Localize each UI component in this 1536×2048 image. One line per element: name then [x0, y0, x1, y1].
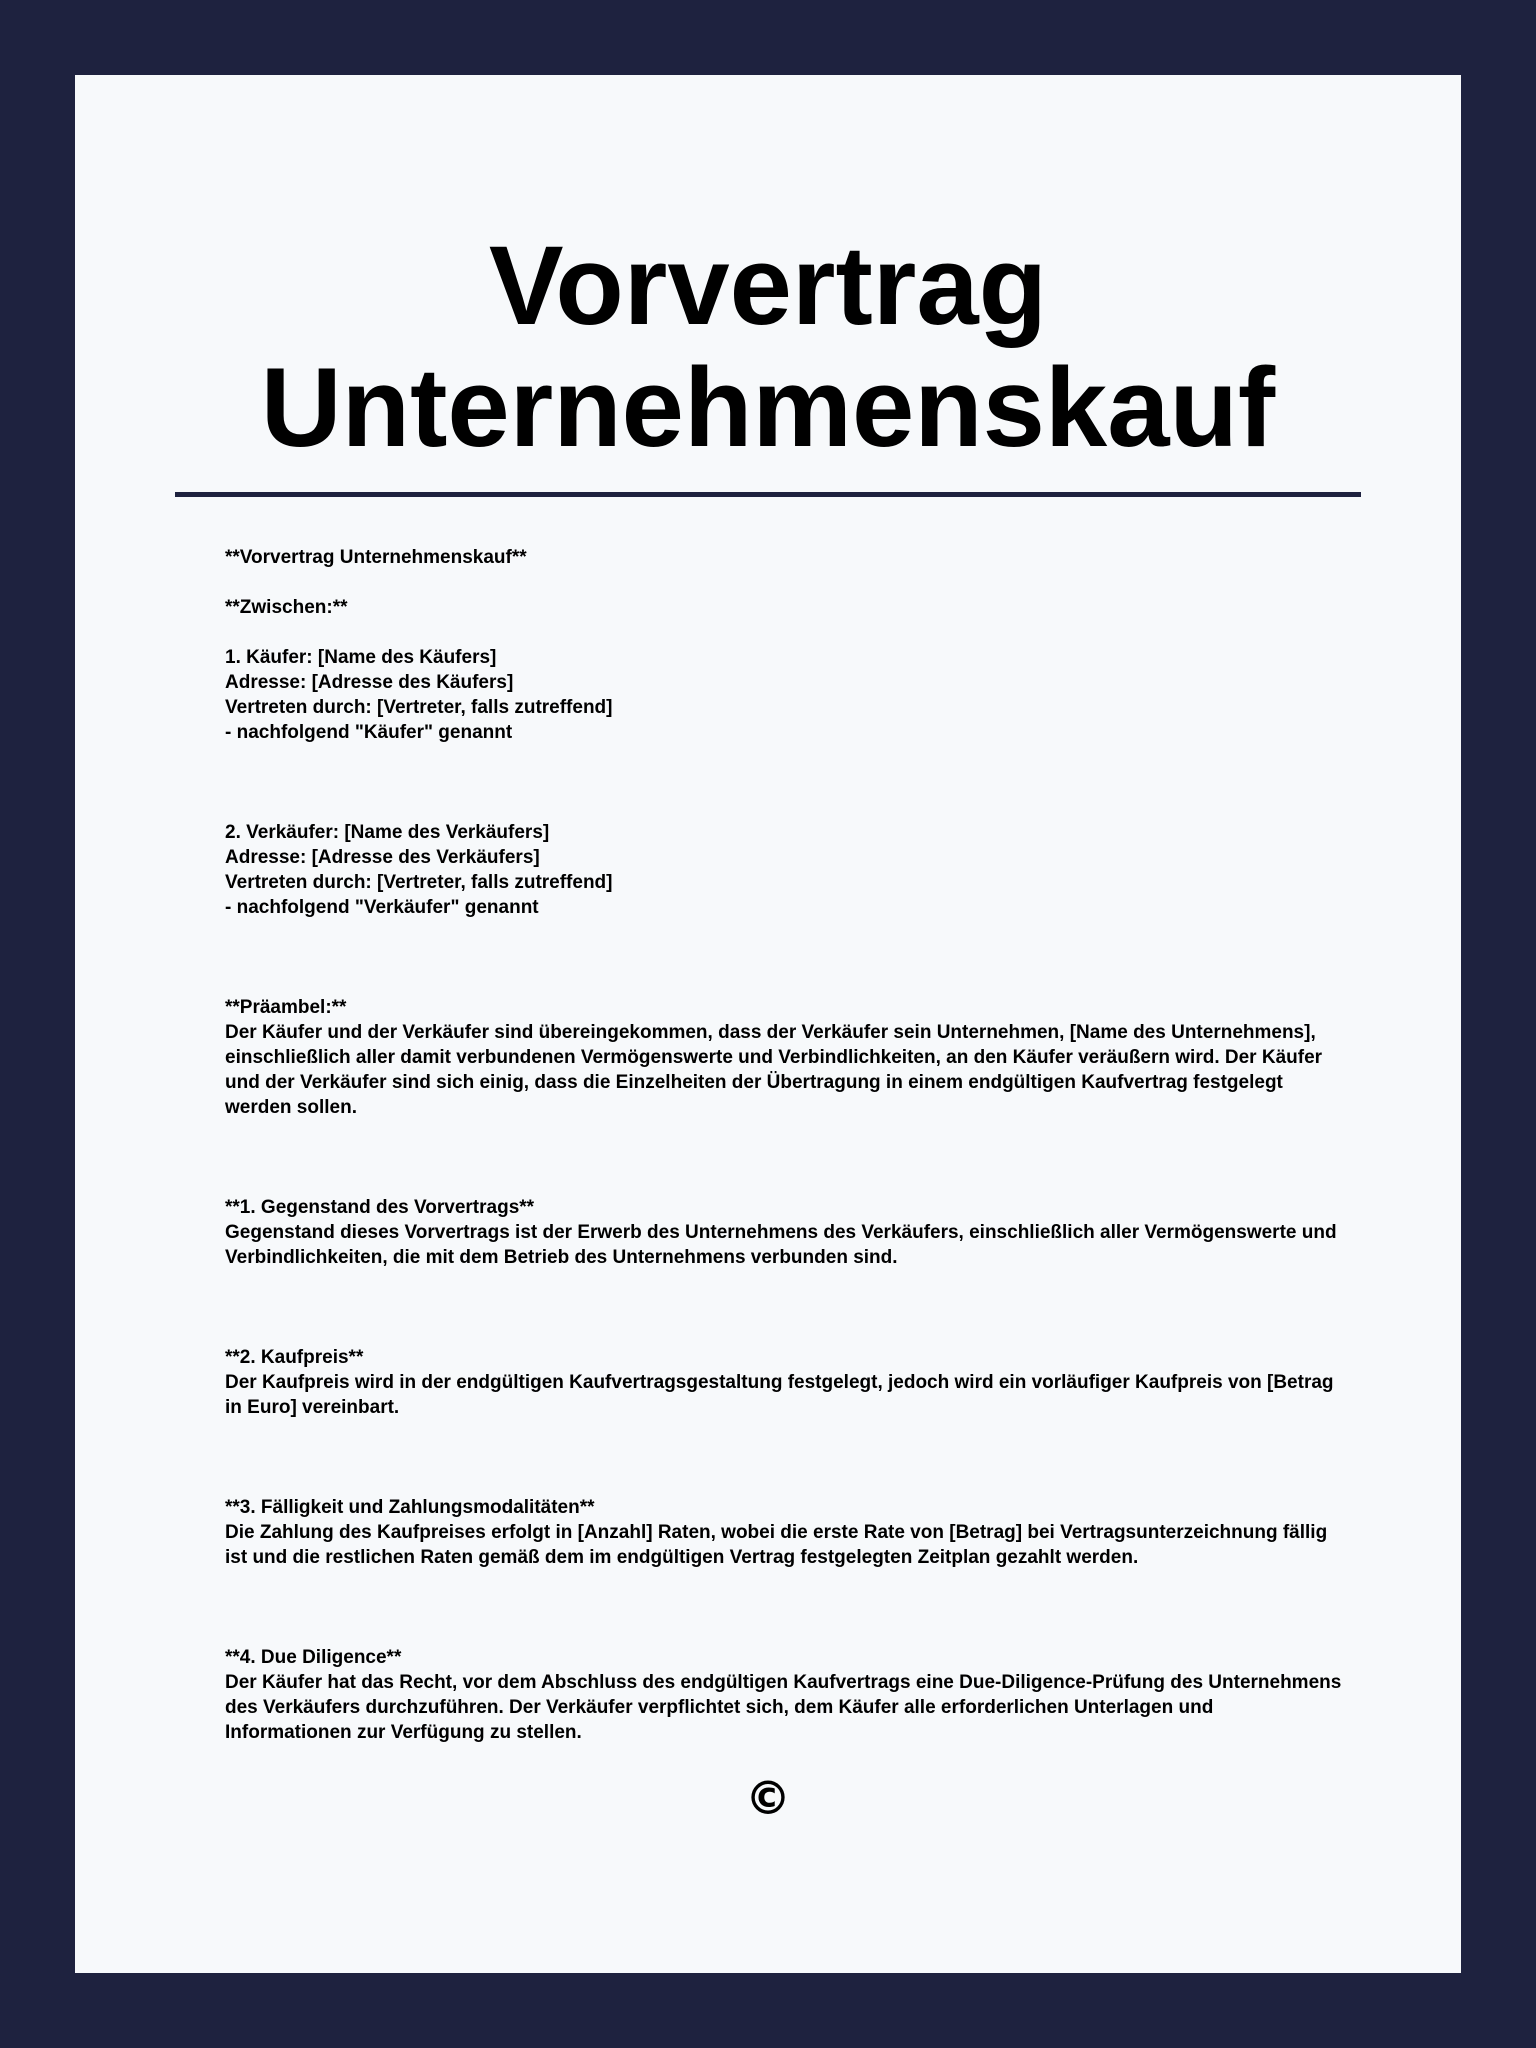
section-text: Die Zahlung des Kaufpreises erfolgt in [Anzahl] Raten, wobei die erste Rate von [Betrag] bei Vertragsunterzeichnung fällig ist und die restlichen Raten gemäß dem im endgültigen Vertrag festgelegten Zeitplan gezahlt werden. [225, 1522, 1328, 1568]
buyer-designation-line: - nachfolgend "Käufer" genannt [225, 722, 513, 743]
section-heading: **Präambel:** [225, 997, 347, 1018]
buyer-block [225, 645, 1345, 745]
section-heading: **4. Due Diligence** [225, 1647, 402, 1668]
section-text: Der Käufer hat das Recht, vor dem Abschluss des endgültigen Kaufvertrags eine Due-Diligence-Prüfung des Unternehmens des Verkäufers durchzuführen. Der Verkäufer verpflichtet sich, dem Käufer alle erforderlichen Unterlagen und Informationen zur Verfügung zu stellen. [225, 1672, 1342, 1743]
seller-representative-line: Vertreten durch: [Vertreter, falls zutreffend] [225, 872, 613, 893]
section-heading: **1. Gegenstand des Vorvertrags** [225, 1197, 535, 1218]
seller-designation-line: - nachfolgend "Verkäufer" genannt [225, 897, 539, 918]
section-text: Der Käufer und der Verkäufer sind übereingekommen, dass der Verkäufer sein Unternehmen, [Name des Unternehmens], einschließlich aller damit verbundenen Vermögenswerte und Verbindlichkeiten, an den Käufer veräußern wird. Der Käufer und der Verkäufer sind sich einig, dass die Einzelheiten der Übertragung in einem endgültigen Kaufvertrag festgelegt werden sollen. [225, 1022, 1323, 1118]
section-heading: **2. Kaufpreis** [225, 1347, 364, 1368]
section-text: Gegenstand dieses Vorvertrags ist der Erwerb des Unternehmens des Verkäufers, einschließlich aller Vermögenswerte und Verbindlichkeiten, die mit dem Betrieb des Unternehmens verbunden sind. [225, 1222, 1337, 1268]
preamble-section [225, 995, 1345, 1120]
contract-body [225, 545, 1345, 1745]
section-heading: **3. Fälligkeit und Zahlungsmodalitäten** [225, 1497, 595, 1518]
document-page [75, 75, 1461, 1973]
subject-section [225, 1195, 1345, 1270]
payment-terms-section [225, 1495, 1345, 1570]
title-line-1: Vorvertrag [488, 223, 1048, 348]
title-divider [175, 492, 1361, 497]
seller-address-line: Adresse: [Adresse des Verkäufers] [225, 847, 540, 868]
seller-name-line: 2. Verkäufer: [Name des Verkäufers] [225, 822, 550, 843]
copyright-icon: © [745, 1771, 791, 1825]
due-diligence-section [225, 1645, 1345, 1745]
buyer-representative-line: Vertreten durch: [Vertreter, falls zutreffend] [225, 697, 613, 718]
buyer-address-line: Adresse: [Adresse des Käufers] [225, 672, 514, 693]
contract-heading: **Vorvertrag Unternehmenskauf** [225, 547, 527, 568]
purchase-price-section [225, 1345, 1345, 1420]
buyer-name-line: 1. Käufer: [Name des Käufers] [225, 647, 497, 668]
between-label: **Zwischen:** [225, 597, 348, 618]
section-text: Der Kaufpreis wird in der endgültigen Kaufvertragsgestaltung festgelegt, jedoch wird ein vorläufiger Kaufpreis von [Betrag in Euro] vereinbart. [225, 1372, 1334, 1418]
title-line-2: Unternehmenskauf [260, 345, 1276, 470]
document-title [75, 225, 1461, 469]
seller-block [225, 820, 1345, 920]
